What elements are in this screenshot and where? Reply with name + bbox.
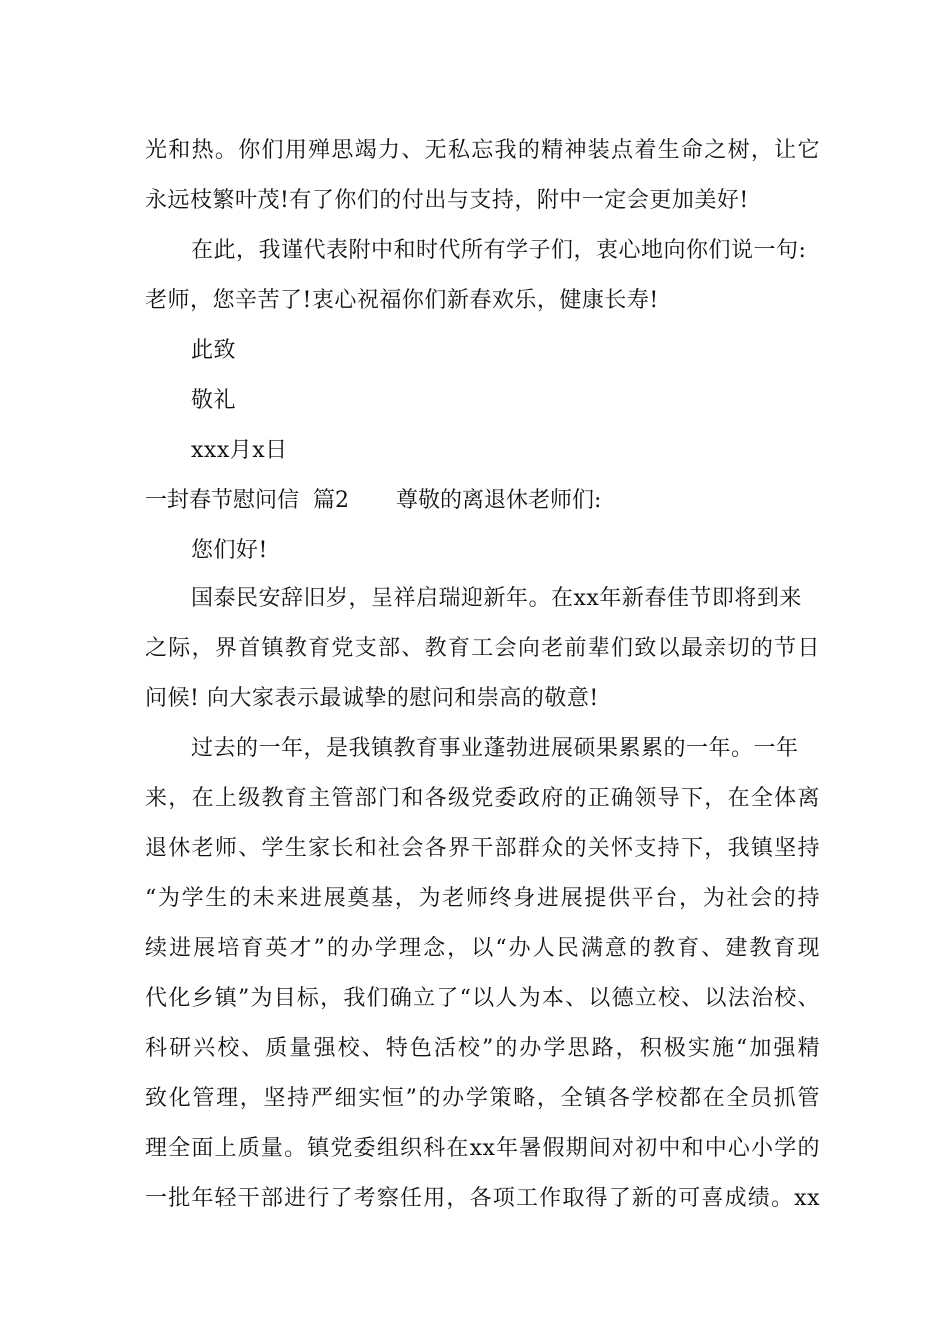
paragraph-line: 一批年轻干部进行了考察任用，各项工作取得了新的可喜成绩。xx [145, 1186, 820, 1211]
paragraph-line: 老师，您辛苦了!衷心祝福你们新春欢乐，健康长寿! [145, 288, 659, 313]
letter-section-tag: 篇2 [313, 488, 349, 513]
paragraph-line: 退休老师、学生家长和社会各界干部群众的关怀支持下，我镇坚持 [145, 836, 820, 861]
paragraph-line: 问候! 向大家表示最诚挚的慰问和崇高的敬意! [145, 686, 599, 711]
paragraph-line: 代化乡镇”为目标，我们确立了“以人为本、以德立校、以法治校、 [145, 986, 820, 1011]
closing-line: 此致 [191, 338, 237, 363]
paragraph-line: 科研兴校、质量强校、特色活校”的办学思路，积极实施“加强精 [145, 1036, 820, 1061]
paragraph-line: 理全面上质量。镇党委组织科在xx年暑假期间对初中和中心小学的 [145, 1136, 820, 1161]
paragraph-line: 来，在上级教育主管部门和各级党委政府的正确领导下，在全体离 [145, 786, 820, 811]
paragraph-line: “为学生的未来进展奠基，为老师终身进展提供平台，为社会的持 [145, 886, 820, 911]
paragraph-line: 过去的一年，是我镇教育事业蓬勃进展硕果累累的一年。一年 [191, 736, 799, 761]
paragraph-line: 续进展培育英才”的办学理念，以“办人民满意的教育、建教育现 [145, 936, 820, 961]
paragraph-line: 在此，我谨代表附中和时代所有学子们，衷心地向你们说一句: [191, 238, 807, 263]
paragraph-line: 光和热。你们用殚思竭力、无私忘我的精神装点着生命之树，让它 [145, 138, 820, 163]
salutation-line: 您们好! [191, 538, 268, 563]
date-line: xxx月x日 [191, 438, 288, 463]
paragraph-line: 永远枝繁叶茂!有了你们的付出与支持，附中一定会更加美好! [145, 188, 749, 213]
paragraph-line: 致化管理，坚持严细实恒”的办学策略，全镇各学校都在全员抓管 [145, 1086, 820, 1111]
closing-line: 敬礼 [191, 388, 237, 413]
letter-title: 一封春节慰问信 [145, 488, 300, 513]
paragraph-line: 之际，界首镇教育党支部、教育工会向老前辈们致以最亲切的节日 [145, 636, 820, 661]
paragraph-line: 国泰民安辞旧岁，呈祥启瑞迎新年。在xx年新春佳节即将到来 [191, 586, 802, 611]
letter-greeting: 尊敬的离退休老师们: [396, 488, 602, 513]
